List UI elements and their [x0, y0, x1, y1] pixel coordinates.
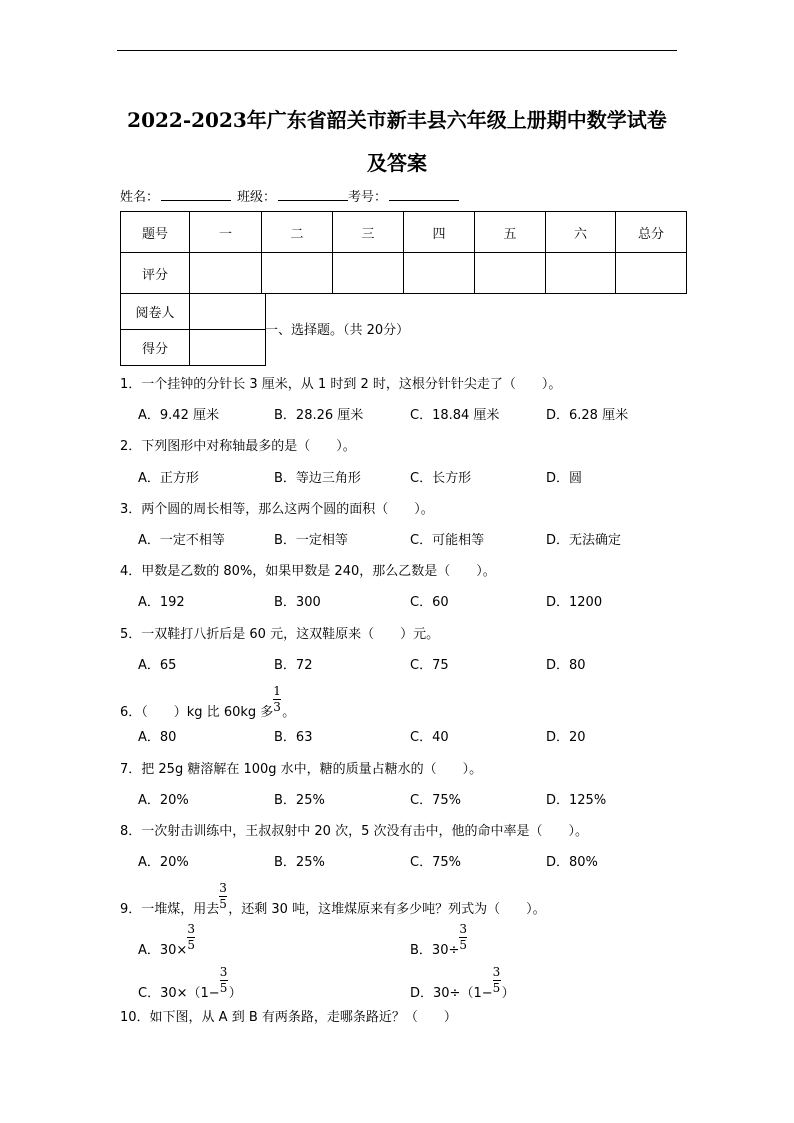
fraction: $\frac{3}{5}$	[459, 922, 467, 952]
option-d[interactable]: D．80	[546, 658, 586, 673]
fraction: $\frac{3}{5}$	[219, 965, 228, 995]
name-label: 姓名：	[120, 190, 160, 205]
score-cell[interactable]	[616, 253, 687, 294]
option-b[interactable]: B．25%	[274, 793, 325, 808]
class-field[interactable]	[278, 188, 348, 201]
question-3: 3．两个圆的周长相等，那么这两个圆的面积（ ）。	[120, 502, 434, 517]
option-c[interactable]: C．60	[410, 595, 449, 610]
page-title: 2022-2023年广东省韶关市新丰县六年级上册期中数学试卷	[127, 108, 667, 132]
question-10: 10．如下图，从 A 到 B 有两条路，走哪条路近？（ ）	[120, 1010, 457, 1025]
header-cell: 二	[262, 212, 333, 253]
score-cell[interactable]	[262, 253, 333, 294]
score-table	[120, 211, 687, 294]
option-a[interactable]: A．20%	[138, 855, 189, 870]
option-c[interactable]: C．30×（1− $\frac{3}{5}$ ）	[138, 965, 242, 1001]
question-6: 6．（ ）kg 比 60kg 多 $\frac{1}{3}$ 。	[120, 684, 296, 720]
student-info	[120, 186, 463, 205]
section-score-cell[interactable]	[190, 330, 266, 366]
option-a[interactable]: A．正方形	[138, 471, 199, 486]
page-title-continued: 及答案	[367, 151, 427, 175]
fraction: $\frac{3}{5}$	[492, 965, 501, 995]
header-cell: 三	[333, 212, 404, 253]
exam-no-label: 考号：	[348, 190, 388, 205]
score-cell[interactable]	[404, 253, 475, 294]
option-c[interactable]: C．可能相等	[410, 533, 485, 548]
score-cell[interactable]	[190, 253, 262, 294]
question-8: 8．一次射击训练中，王叔叔射中 20 次，5 次没有击中，他的命中率是（ ）。	[120, 824, 588, 839]
option-d[interactable]: D．125%	[546, 793, 607, 808]
header-cell: 一	[190, 212, 262, 253]
header-cell: 六	[546, 212, 616, 253]
question-1: 1．一个挂钟的分针长 3 厘米，从 1 时到 2 时，这根分针针尖走了（ ）。	[120, 377, 562, 392]
score-table-score-row	[121, 253, 687, 294]
header-cell: 总分	[616, 212, 687, 253]
score-label: 得分	[121, 330, 190, 366]
option-a[interactable]: A．一定不相等	[138, 533, 225, 548]
question-2: 2．下列图形中对称轴最多的是（ ）。	[120, 439, 356, 454]
class-label: 班级：	[237, 190, 277, 205]
option-b[interactable]: B．25%	[274, 855, 325, 870]
option-b[interactable]: B．63	[274, 730, 313, 745]
score-cell[interactable]	[475, 253, 546, 294]
review-table	[120, 293, 266, 366]
option-d[interactable]: D．6.28 厘米	[546, 408, 629, 423]
option-c[interactable]: C．长方形	[410, 471, 472, 486]
option-b[interactable]: B．72	[274, 658, 313, 673]
header-cell: 题号	[121, 212, 190, 253]
question-5: 5．一双鞋打八折后是 60 元，这双鞋原来（ ）元。	[120, 627, 440, 642]
option-c[interactable]: C．75%	[410, 855, 461, 870]
option-a[interactable]: A．30× $\frac{3}{5}$	[138, 922, 195, 958]
fraction: $\frac{1}{3}$	[273, 684, 281, 714]
name-field[interactable]	[161, 188, 231, 201]
fraction: $\frac{3}{5}$	[187, 922, 195, 952]
question-6-text: 6．（ ）kg 比 60kg 多	[120, 705, 274, 720]
section-title: 一、选择题。（共 20分）	[265, 323, 410, 338]
option-b[interactable]: B．30÷ $\frac{3}{5}$	[410, 922, 467, 958]
header-cell: 五	[475, 212, 546, 253]
question-9: 9．一堆煤，用去 $\frac{3}{5}$ ，还剩 30 吨，这堆煤原来有多少吨？列式为（ ）。	[120, 881, 546, 917]
question-4: 4．甲数是乙数的 80%，如果甲数是 240，那么乙数是（ ）。	[120, 564, 496, 579]
option-d[interactable]: D．80%	[546, 855, 598, 870]
header-cell: 四	[404, 212, 475, 253]
option-d[interactable]: D．无法确定	[546, 533, 622, 548]
option-c[interactable]: C．75	[410, 658, 449, 673]
score-cell[interactable]	[333, 253, 404, 294]
question-7: 7．把 25g 糖溶解在 100g 水中，糖的质量占糖水的（ ）。	[120, 762, 483, 777]
option-b[interactable]: B．28.26 厘米	[274, 408, 364, 423]
option-a[interactable]: A．9.42 厘米	[138, 408, 219, 423]
score-table-header-row	[121, 212, 687, 253]
reviewer-label: 阅卷人	[121, 294, 190, 330]
option-b[interactable]: B．一定相等	[274, 533, 348, 548]
option-a[interactable]: A．80	[138, 730, 177, 745]
option-c[interactable]: C．75%	[410, 793, 461, 808]
option-c[interactable]: C．40	[410, 730, 449, 745]
score-cell[interactable]	[546, 253, 616, 294]
option-d[interactable]: D．20	[546, 730, 586, 745]
fraction: $\frac{3}{5}$	[219, 881, 227, 911]
option-a[interactable]: A．65	[138, 658, 177, 673]
score-row-label: 评分	[121, 253, 190, 294]
header-rule	[117, 50, 677, 51]
option-c[interactable]: C．18.84 厘米	[410, 408, 500, 423]
option-b[interactable]: B．300	[274, 595, 321, 610]
option-d[interactable]: D．1200	[546, 595, 603, 610]
option-d[interactable]: D．圆	[546, 471, 583, 486]
exam-no-field[interactable]	[389, 188, 459, 201]
option-a[interactable]: A．20%	[138, 793, 189, 808]
option-b[interactable]: B．等边三角形	[274, 471, 361, 486]
option-a[interactable]: A．192	[138, 595, 185, 610]
reviewer-cell[interactable]	[190, 294, 266, 330]
option-d[interactable]: D．30÷（1− $\frac{3}{5}$ ）	[410, 965, 515, 1001]
